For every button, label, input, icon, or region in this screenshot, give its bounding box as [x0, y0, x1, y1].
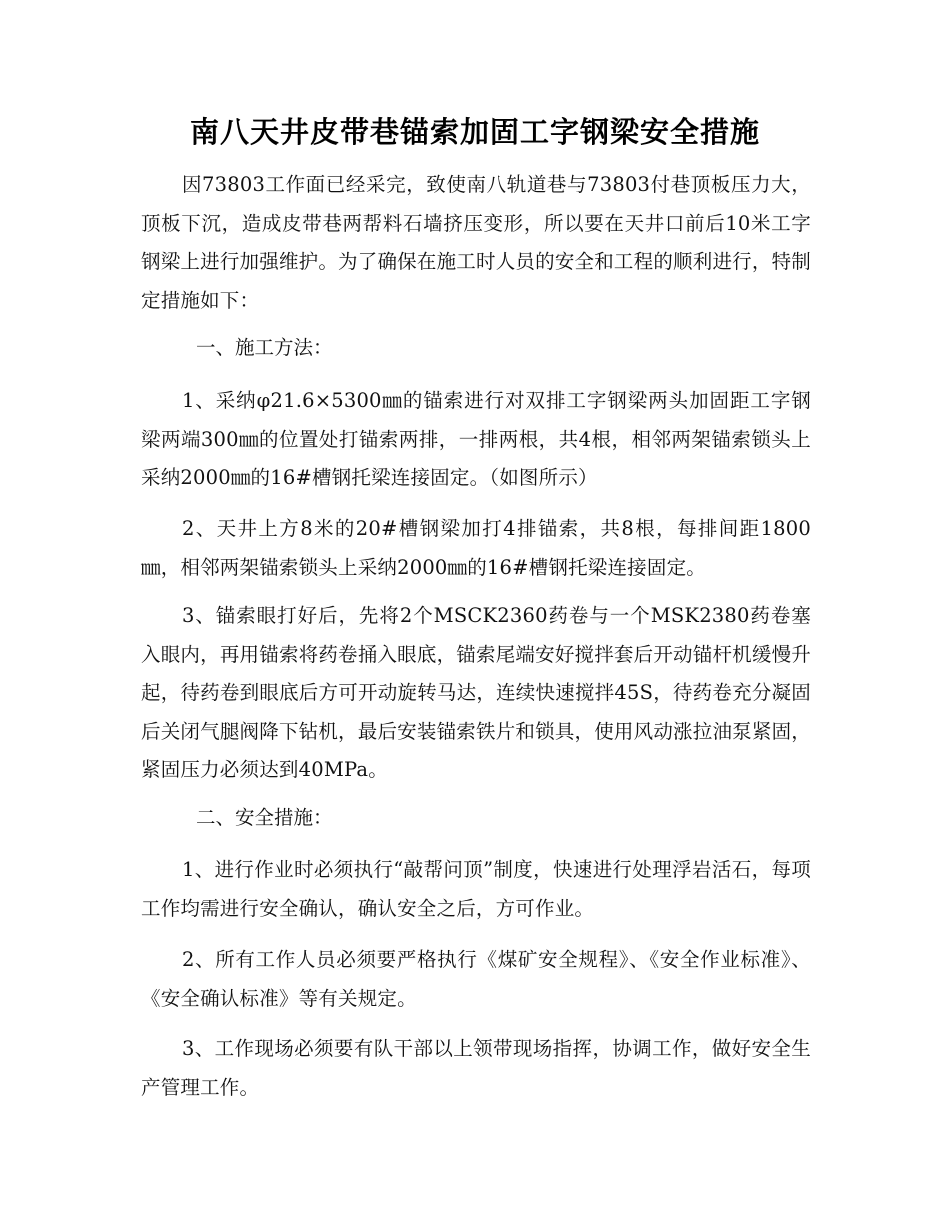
- method-item-1: 1、采纳φ21.6×5300㎜的锚索进行对双排工字钢梁两头加固距工字钢梁两端300㎜的位置处打锚索两排，一排两根，共4根，相邻两架锚索锁头上采纳2000㎜的16#槽钢托梁连接固定。（如图所示）: [141, 389, 811, 489]
- intro-paragraph: 因73803工作面已经采完，致使南八轨道巷与73803付巷顶板压力大，顶板下沉，造成皮带巷两帮料石墙挤压变形，所以要在天井口前后10米工字钢梁上进行加强维护。为了确保在施工时人员的安全和工程的顺利进行，特制定措施如下：: [141, 173, 811, 312]
- section-heading-construction-method: 一、施工方法：: [196, 336, 333, 359]
- method-item-2: 2、天井上方8米的20#槽钢梁加打4排锚索，共8根，每排间距1800㎜，相邻两架锚索锁头上采纳2000㎜的16#槽钢托梁连接固定。: [141, 517, 811, 579]
- section-heading-safety-measures: 二、安全措施：: [196, 806, 333, 829]
- safety-item-2: 2、所有工作人员必须要严格执行《煤矿安全规程》、《安全作业标准》、《安全确认标准》等有关规定。: [141, 948, 811, 1010]
- document-title: 南八天井皮带巷锚索加固工字钢梁安全措施: [189, 115, 760, 149]
- method-item-3: 3、锚索眼打好后，先将2个MSCK2360药卷与一个MSK2380药卷塞入眼内，再用锚索将药卷捅入眼底，锚索尾端安好搅拌套后开动锚杆机缓慢升起，待药卷到眼底后方可开动旋转马达，连续快速搅拌45S，待药卷充分凝固后关闭气腿阀降下钻机，最后安装锚索铁片和锁具，使用风动涨拉油泵紧固，紧固压力必须达到40MPa。: [141, 604, 811, 781]
- safety-item-1: 1、进行作业时必须执行“敲帮问顶”制度，快速进行处理浮岩活石，每项工作均需进行安全确认，确认安全之后，方可作业。: [141, 858, 811, 920]
- safety-item-3: 3、工作现场必须要有队干部以上领带现场指挥，协调工作，做好安全生产管理工作。: [141, 1037, 811, 1099]
